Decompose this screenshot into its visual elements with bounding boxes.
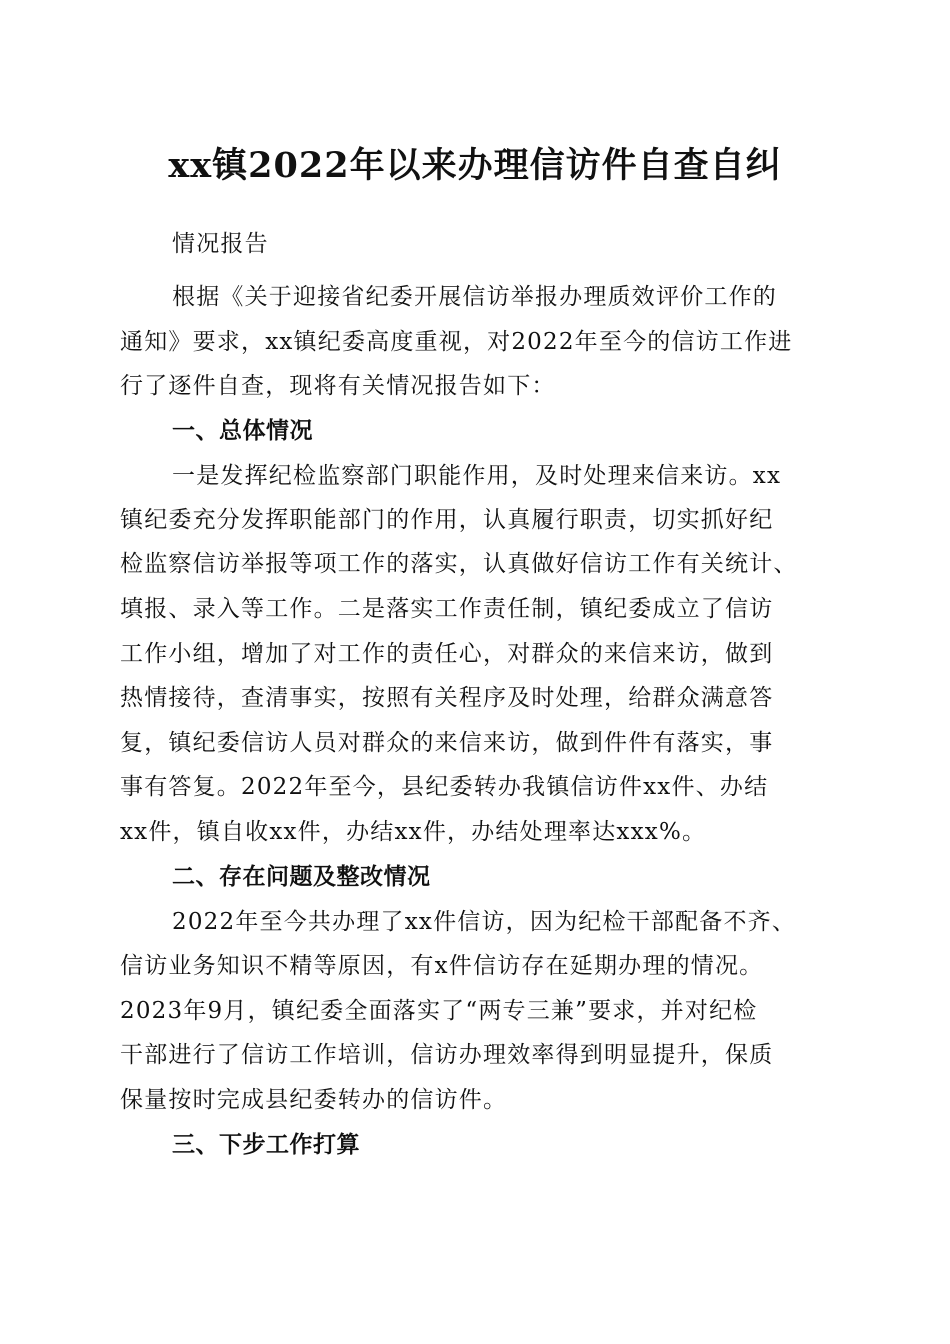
- line-text: 镇纪委充分发挥职能部门的作用，认真履行职责，切实抓好纪: [120, 507, 774, 533]
- document-title: xx镇2022年以来办理信访件自查自纠: [168, 145, 782, 186]
- line-text: 通知》要求，xx镇纪委高度重视，对2022年至今的信访工作进: [120, 329, 793, 355]
- line-text: 2022年至今共办理了xx件信访，因为纪检干部配备不齐、: [172, 909, 797, 935]
- line-text: 热情接待，查清事实，按照有关程序及时处理，给群众满意答: [120, 685, 774, 711]
- line-text: 2023年9月，镇纪委全面落实了“两专三兼”要求，并对纪检: [120, 998, 758, 1024]
- line-text: 保量按时完成县纪委转办的信访件。: [120, 1087, 508, 1113]
- line-text: 信访业务知识不精等原因，有x件信访存在延期办理的情况。: [120, 953, 764, 979]
- line-text: 工作小组，增加了对工作的责任心，对群众的来信来访，做到: [120, 641, 774, 667]
- heading-text: 一、总体情况: [172, 418, 313, 444]
- line-text: xx件，镇自收xx件，办结xx件，办结处理率达xxx%。: [120, 819, 707, 845]
- line-text: 复，镇纪委信访人员对群众的来信来访，做到件件有落实，事: [120, 730, 774, 756]
- line-text: 一是发挥纪检监察部门职能作用，及时处理来信来访。xx: [172, 463, 782, 489]
- line-text: 行了逐件自查，现将有关情况报告如下：: [120, 373, 556, 399]
- heading-text: 三、下步工作打算: [172, 1132, 360, 1158]
- line-text: 根据《关于迎接省纪委开展信访举报办理质效评价工作的: [172, 284, 777, 310]
- line-text: 干部进行了信访工作培训，信访办理效率得到明显提升，保质: [120, 1042, 774, 1068]
- heading-text: 二、存在问题及整改情况: [172, 864, 431, 890]
- line-text: 检监察信访举报等项工作的落实，认真做好信访工作有关统计、: [120, 551, 798, 577]
- line-text: 事有答复。2022年至今，县纪委转办我镇信访件xx件、办结: [120, 774, 769, 800]
- line-text: 情况报告: [172, 231, 269, 257]
- line-text: 填报、录入等工作。二是落实工作责任制，镇纪委成立了信访: [120, 596, 774, 622]
